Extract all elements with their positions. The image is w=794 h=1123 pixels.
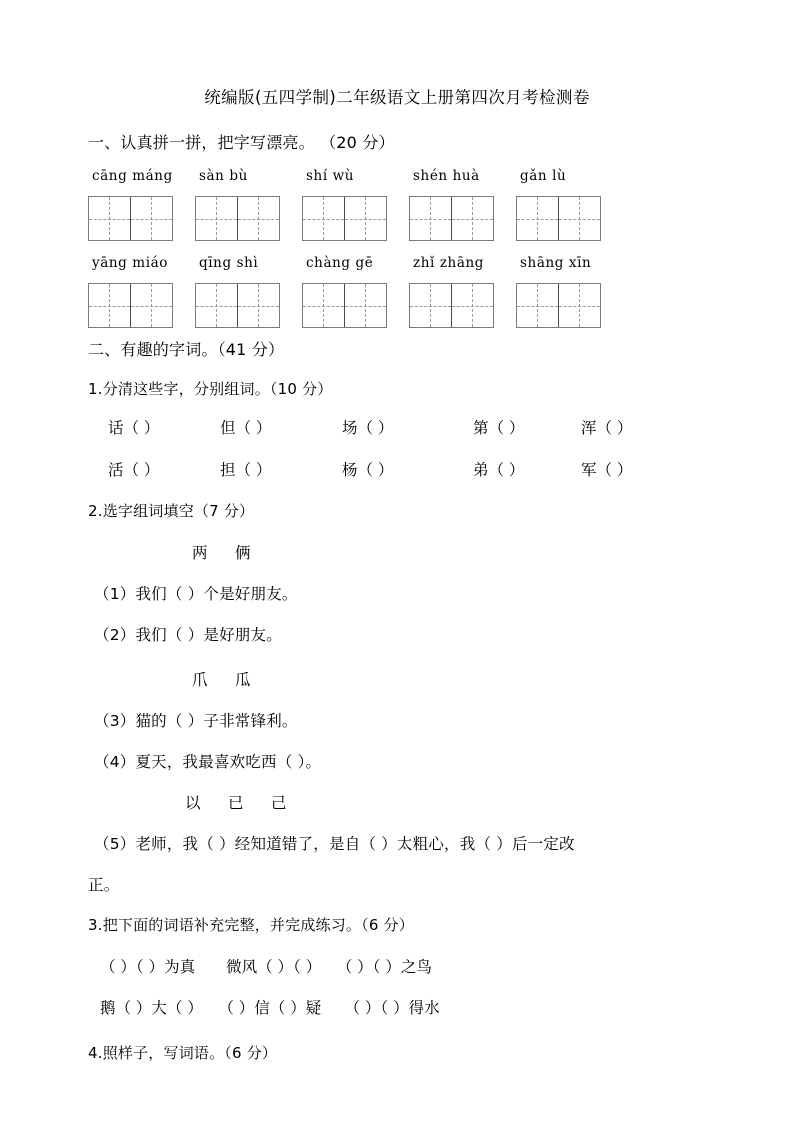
tianzige-cell[interactable] bbox=[89, 197, 131, 240]
item-3-heading: 3.把下面的词语补充完整，并完成练习。（6 分） bbox=[88, 916, 414, 934]
tianzige-cell[interactable] bbox=[131, 197, 173, 240]
char-blank-item[interactable]: 话（ ） bbox=[108, 419, 160, 437]
tianzige-cell[interactable] bbox=[303, 197, 345, 240]
writing-grid-row-1 bbox=[88, 196, 601, 241]
tianzige-cell[interactable] bbox=[517, 197, 559, 240]
writing-grid-row-2 bbox=[88, 283, 601, 328]
fill-sentence-2[interactable]: （2）我们（ ）是好朋友。 bbox=[94, 626, 282, 644]
tianzige-cell[interactable] bbox=[410, 197, 452, 240]
tianzige-cell[interactable] bbox=[345, 284, 387, 327]
pinyin-word: sàn bù bbox=[199, 168, 248, 184]
tianzige-cell[interactable] bbox=[238, 284, 280, 327]
item-1-heading: 1.分清这些字，分别组词。（10 分） bbox=[88, 380, 333, 398]
tianzige-box[interactable] bbox=[195, 196, 280, 241]
pinyin-word: chàng gē bbox=[306, 255, 374, 271]
pinyin-word: qīng shì bbox=[199, 255, 259, 271]
fill-sentence-5-continued[interactable]: 正。 bbox=[88, 876, 120, 894]
pinyin-word: shí wù bbox=[306, 168, 355, 184]
pinyin-word: yāng miáo bbox=[92, 255, 168, 271]
tianzige-cell[interactable] bbox=[89, 284, 131, 327]
tianzige-cell[interactable] bbox=[131, 284, 173, 327]
pinyin-row-2 bbox=[88, 255, 708, 271]
tianzige-cell[interactable] bbox=[517, 284, 559, 327]
tianzige-cell[interactable] bbox=[196, 197, 238, 240]
tianzige-cell[interactable] bbox=[196, 284, 238, 327]
fill-sentence-1[interactable]: （1）我们（ ）个是好朋友。 bbox=[94, 585, 298, 603]
fill-sentence-3[interactable]: （3）猫的（ ）子非常锋利。 bbox=[94, 712, 298, 730]
pinyin-word: cāng máng bbox=[92, 168, 173, 184]
item-4-heading: 4.照样子，写词语。（6 分） bbox=[88, 1044, 278, 1062]
pinyin-word: shén huà bbox=[413, 168, 480, 184]
char-blank-item[interactable]: 军（ ） bbox=[581, 461, 633, 479]
char-blank-item[interactable]: 浑（ ） bbox=[581, 419, 633, 437]
tianzige-cell[interactable] bbox=[238, 197, 280, 240]
pinyin-word: gǎn lù bbox=[520, 168, 567, 184]
char-blank-item[interactable]: 活（ ） bbox=[108, 461, 160, 479]
tianzige-box[interactable] bbox=[516, 283, 601, 328]
tianzige-box[interactable] bbox=[409, 283, 494, 328]
fill-sentence-4[interactable]: （4）夏天，我最喜欢吃西（ ）。 bbox=[94, 753, 322, 771]
pinyin-word: shāng xīn bbox=[520, 255, 592, 271]
pinyin-word: zhǐ zhāng bbox=[413, 255, 485, 271]
fill-sentence-5[interactable]: （5）老师，我（ ）经知道错了，是自（ ）太粗心，我（ ）后一定改 bbox=[94, 835, 575, 853]
tianzige-cell[interactable] bbox=[410, 284, 452, 327]
tianzige-cell[interactable] bbox=[559, 197, 601, 240]
tianzige-box[interactable] bbox=[88, 196, 173, 241]
char-word-row-1 bbox=[108, 416, 691, 438]
char-blank-item[interactable]: 弟（ ） bbox=[473, 461, 525, 479]
char-blank-item[interactable]: 杨（ ） bbox=[342, 461, 394, 479]
item-2-heading: 2.选字组词填空（7 分） bbox=[88, 502, 255, 520]
choice-group-3-characters: 以 已 己 bbox=[185, 794, 293, 812]
char-blank-item[interactable]: 担（ ） bbox=[220, 461, 272, 479]
tianzige-cell[interactable] bbox=[559, 284, 601, 327]
char-blank-item[interactable]: 但（ ） bbox=[220, 419, 272, 437]
idiom-row-1[interactable]: （ ）（ ）为真 微风（ ）（ ） （ ）（ ）之鸟 bbox=[100, 958, 432, 976]
tianzige-box[interactable] bbox=[302, 283, 387, 328]
choice-group-1-characters: 两 俩 bbox=[192, 544, 257, 562]
char-word-row-2 bbox=[108, 458, 691, 480]
pinyin-row-1 bbox=[88, 168, 708, 184]
tianzige-box[interactable] bbox=[409, 196, 494, 241]
tianzige-box[interactable] bbox=[516, 196, 601, 241]
idiom-row-2[interactable]: 鹅（ ）大（ ） （ ）信（ ）疑 （ ）（ ）得水 bbox=[100, 999, 440, 1017]
tianzige-cell[interactable] bbox=[452, 284, 494, 327]
section-two-heading: 二、有趣的字词。（41 分） bbox=[88, 340, 285, 359]
char-blank-item[interactable]: 场（ ） bbox=[342, 419, 394, 437]
tianzige-box[interactable] bbox=[195, 283, 280, 328]
tianzige-cell[interactable] bbox=[452, 197, 494, 240]
tianzige-cell[interactable] bbox=[303, 284, 345, 327]
tianzige-cell[interactable] bbox=[345, 197, 387, 240]
tianzige-box[interactable] bbox=[88, 283, 173, 328]
section-one-heading: 一、认真拼一拼，把字写漂亮。 （20 分） bbox=[88, 133, 395, 152]
tianzige-box[interactable] bbox=[302, 196, 387, 241]
choice-group-2-characters: 爪 瓜 bbox=[192, 671, 257, 689]
char-blank-item[interactable]: 第（ ） bbox=[473, 419, 525, 437]
page-title: 统编版(五四学制)二年级语文上册第四次月考检测卷 bbox=[204, 88, 590, 107]
